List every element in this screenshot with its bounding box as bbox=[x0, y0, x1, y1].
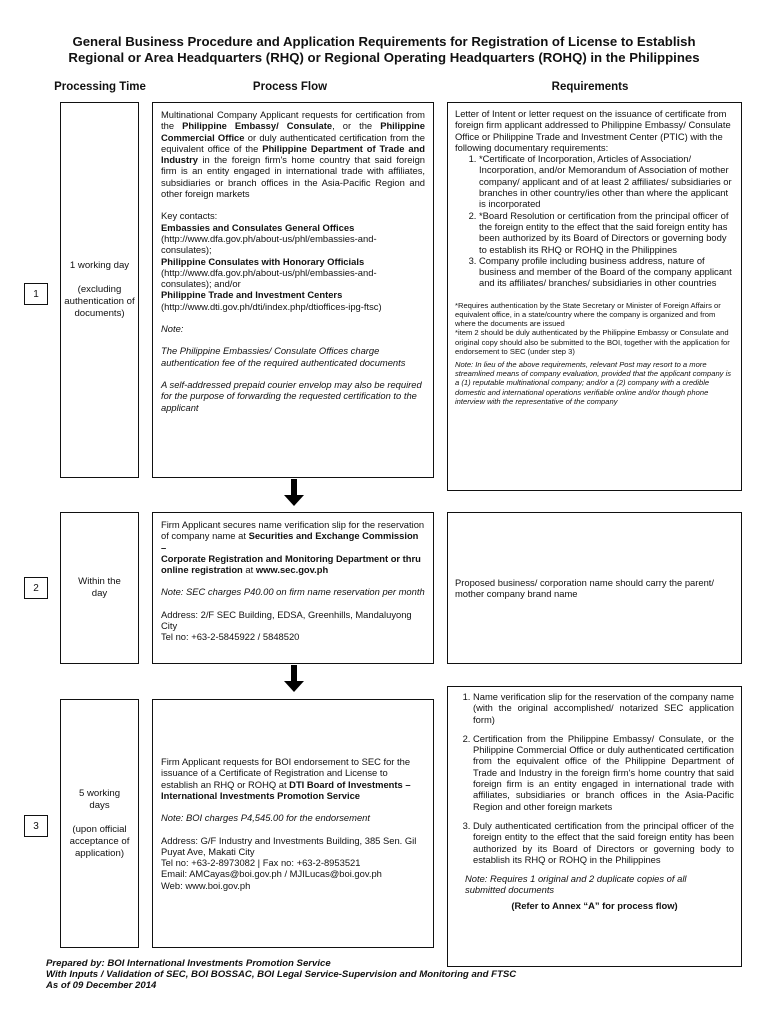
step2-address: Address: 2/F SEC Building, EDSA, Greenhills, Mandaluyong City bbox=[161, 608, 412, 632]
title-line-1: General Business Procedure and Application Requirements for Registration of License to Establish bbox=[72, 34, 696, 49]
step1-kc1-title: Embassies and Consulates General Offices bbox=[161, 221, 355, 233]
step1-footnote-1: *Requires authentication by the State Secretary or Minister of Foreign Affairs or equivalent office, in a state/country where the company is organized and from where the documents are issued bbox=[455, 300, 721, 329]
title-line-2: Regional or Area Headquarters (RHQ) or Regional Operating Headquarters (ROHQ) in the Philippines bbox=[68, 50, 700, 65]
step3-req-item: 1. Name verification slip for the reservation of the company name (with the original accomplished/ notarized SEC application form) bbox=[473, 691, 734, 725]
step2-requirements bbox=[447, 512, 742, 664]
step1-req-intro: Letter of Intent or letter request on the issuance of certificate from foreign firm applicant addressed to Philippine Embassy/ Consulate Office or Philippine Trade and Investment Center (PTIC) with the following documentary requirements: bbox=[455, 108, 731, 153]
step2-req-text: Proposed business/ corporation name should carry the parent/ mother company brand name bbox=[455, 576, 715, 599]
footer-date: As of 09 December 2014 bbox=[46, 980, 157, 992]
step-number-3: 3 bbox=[24, 815, 48, 837]
step3-req-item: 3. Duly authenticated certification from the principal officer of the foreign entity to the effect that the said foreign entity has been authorized by its Board of Directors or governing body to establish its RHQ or ROHQ in the Philippines bbox=[473, 820, 734, 865]
footer-inputs: With Inputs / Validation of SEC, BOI BOSSAC, BOI Legal Service-Supervision and Monitoring and FTSC bbox=[46, 969, 517, 981]
step1-kc2-link: (http://www.dfa.gov.ph/about-us/phl/embassies-and-consulates); and/or bbox=[161, 266, 377, 290]
step3-req-list bbox=[455, 691, 734, 865]
step3-tel: Tel no: +63-2-8973082 | Fax no: +63-2-8953521 bbox=[161, 857, 361, 869]
step3-email: Email: AMCayas@boi.gov.ph / MJILucas@boi.gov.ph bbox=[161, 868, 382, 880]
step2-tel: Tel no: +63-2-5845922 / 5848520 bbox=[161, 631, 300, 643]
step-number-1: 1 bbox=[24, 283, 48, 305]
step1-footnote-2: *item 2 should be duly authenticated by the Philippine Embassy or Consulate and original copy should also be submitted to the BOI, together with the application for endorsement to SEC (under step 3) bbox=[455, 328, 730, 356]
step3-note: Note: BOI charges P4,545.00 for the endorsement bbox=[161, 812, 370, 824]
step3-flow-intro: Firm Applicant requests for BOI endorsement to SEC for the issuance of a Certificate of Registration and License to establish an RHQ or ROHQ at DTI Board of Investments – International Investments Promotion Service bbox=[161, 756, 411, 801]
step2-time: Within the day bbox=[78, 576, 121, 599]
flow-arrow-2-head bbox=[284, 681, 304, 692]
document-footer bbox=[46, 958, 516, 992]
step1-req-list bbox=[455, 153, 734, 289]
step2-note: Note: SEC charges P40.00 on firm name reservation per month bbox=[161, 586, 425, 598]
header-requirements: Requirements bbox=[551, 81, 629, 93]
step1-req-item: 1. *Certificate of Incorporation, Articles of Association/ Incorporation, and/or Memorandum of Association of mother company/ applicant and of at least 2 affiliates/ subsidiaries or branches in other country/ies other than where the applicant is incorporated bbox=[479, 153, 734, 209]
step2-flow-intro: Firm Applicant secures name verification slip for the reservation of company name at Securities and Exchange Commission – Corporate Registration and Monitoring Department or thru online registration at www.sec.gov.ph bbox=[161, 519, 425, 576]
step1-kc3-link: (http://www.dti.gov.ph/dti/index.php/dtioffices-ipg-ftsc) bbox=[161, 300, 382, 312]
step1-key-contacts-label: Key contacts: bbox=[161, 210, 218, 222]
step2-processing-time bbox=[60, 512, 139, 664]
step1-req-item: 2. *Board Resolution or certification from the principal officer of the foreign entity to the effect that the said foreign entity has been authorized by its Board of Directors or governing body to establish its RHQ or ROHQ in the Philippines bbox=[479, 210, 734, 255]
step3-req-note: Note: Requires 1 original and 2 duplicate copies of all submitted documents bbox=[465, 873, 687, 896]
document-title bbox=[30, 34, 738, 66]
step1-req-item: 3. Company profile including business address, nature of business and member of the Board of the company applicant and its affiliates/ branches/ subsidiaries in other countries bbox=[479, 255, 734, 289]
flow-arrow-1-shaft bbox=[291, 479, 297, 496]
step3-requirements bbox=[447, 686, 742, 967]
step2-process-flow bbox=[152, 512, 434, 664]
step1-kc3-title: Philippine Trade and Investment Centers bbox=[161, 289, 343, 301]
step1-processing-time bbox=[60, 102, 139, 478]
header-processing-time: Processing Time bbox=[54, 81, 146, 93]
header-process-flow: Process Flow bbox=[252, 81, 328, 93]
step3-address: Address: G/F Industry and Investments Building, 385 Sen. Gil Puyat Ave, Makati City bbox=[161, 834, 417, 857]
step3-req-item: 2. Certification from the Philippine Embassy/ Consulate, or the Philippine Commercial Office or duly authenticated certification from the equivalent office of the Philippine Department of Trade and Industry in the foreign firm's home country that said foreign firm is an entity engaged in international trade with affiliates, subsidiaries or branch offices in the Asia-Pacific Region and other foreign markets bbox=[473, 733, 734, 812]
step1-requirements bbox=[447, 102, 742, 491]
step3-processing-time bbox=[60, 699, 139, 948]
step1-flow-intro: Multinational Company Applicant requests for certification from the Philippine Embassy/ Consulate, or the Philippine Commercial Office or duly authenticated certification from the equivalent office of the Philippine Department of Trade and Industry in the foreign firm's home country that said foreign firm is an entity engaged in international trade with affiliates, subsidiaries or branch offices in the Asia-Pacific Region and other foreign markets bbox=[161, 109, 425, 200]
step-number-2: 2 bbox=[24, 577, 48, 599]
step1-note-fee: The Philippine Embassies/ Consulate Offices charge authentication fee of the required authenticated documents bbox=[161, 345, 406, 368]
step1-note-label: Note: bbox=[161, 323, 184, 335]
step1-time-main: 1 working day bbox=[69, 260, 130, 271]
step3-time-sub: (upon official acceptance of application) bbox=[69, 823, 130, 859]
flow-arrow-2-shaft bbox=[291, 665, 297, 682]
step1-footnote-note: Note: In lieu of the above requirements, relevant Post may resort to a more streamlined means of company evaluation, provided that the applicant company is a (1) reputable multinational company; and/or a (2) company with a credible domestic and international operations verifiable online and/or though phone interview with the representative of the company bbox=[455, 359, 732, 406]
footer-prepared-by: Prepared by: BOI International Investments Promotion Service bbox=[46, 958, 331, 969]
step3-web: Web: www.boi.gov.ph bbox=[161, 879, 251, 891]
step3-time-main: 5 working days bbox=[78, 787, 121, 811]
flow-arrow-1-head bbox=[284, 495, 304, 506]
step1-note-courier: A self-addressed prepaid courier envelop may also be required for the purpose of forwarding the requested certification to the applicant bbox=[161, 378, 422, 413]
step1-process-flow bbox=[152, 102, 434, 478]
annex-reference: (Refer to Annex “A” for process flow) bbox=[511, 899, 678, 911]
step1-time-sub: (excluding authentication of documents) bbox=[64, 284, 135, 319]
step1-kc2-title: Philippine Consulates with Honorary Officials bbox=[161, 255, 365, 267]
step1-kc1-link: (http://www.dfa.gov.ph/about-us/phl/embassies-and-consulates); bbox=[161, 232, 377, 256]
step3-process-flow bbox=[152, 699, 434, 948]
